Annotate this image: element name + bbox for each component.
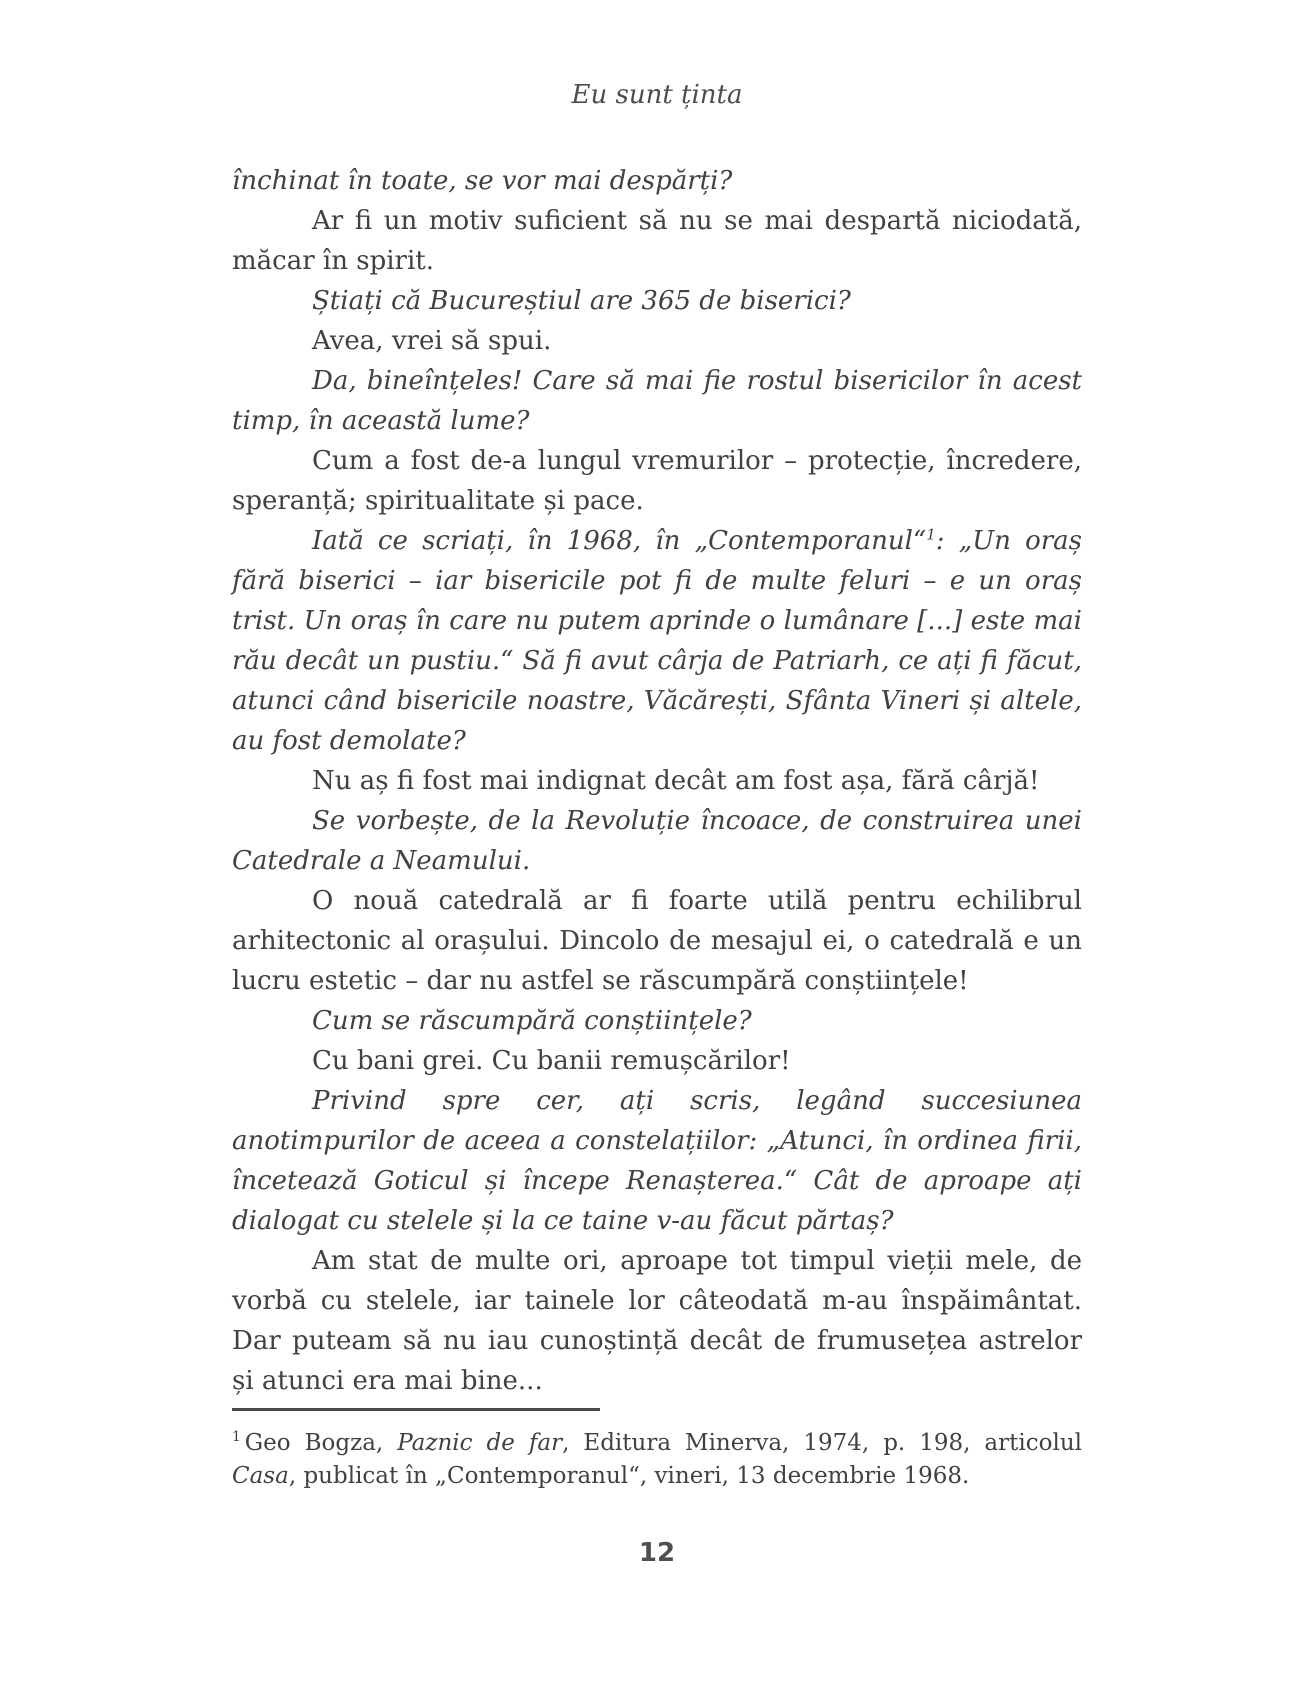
paragraph: Știați că Bucureștiul are 365 de biserici? — [312, 286, 851, 316]
paragraph — [232, 521, 1082, 761]
paragraph: închinat în toate, se vor mai despărți? — [232, 166, 733, 196]
paragraph: Cum a fost de-a lungul vremurilor – protecție, încredere, speranță; spiritualitate și pace. — [232, 446, 1082, 516]
footnote-text: , publicat în „Contemporanul“, vineri, 13 decembrie 1968. — [288, 1463, 970, 1489]
paragraph: Avea, vrei să spui. — [312, 326, 552, 356]
page-body — [232, 161, 1082, 1401]
running-header: Eu sunt ținta — [571, 80, 743, 110]
footnote-text: Geo Bogza, — [244, 1430, 398, 1456]
footnote-marker: 1 — [232, 1429, 241, 1446]
paragraph: Cum se răscumpără conștiințele? — [312, 1006, 752, 1036]
paragraph: O nouă catedrală ar fi foarte utilă pentru echilibrul arhitectonic al orașului. Dincolo de mesajul ei, o catedrală e un lucru estetic – dar nu astfel se răscumpără conștiințele! — [232, 886, 1082, 996]
footnote-rule — [232, 1408, 600, 1411]
paragraph: Ar fi un motiv suficient să nu se mai despartă niciodată, măcar în spirit. — [232, 206, 1082, 276]
footnote-reference: 1 — [926, 525, 936, 544]
paragraph-text: : „Un oraș fără biserici – iar bisericile pot fi de multe feluri – e un oraș trist. Un oraș în care nu putem aprinde o lumânare [...] este mai rău decât un pustiu.“ Să fi avut cârja de Patriarh, ce ați fi făcut, atunci când bisericile noastre, Văcărești, Sfânta Vineri și altele, au fost demolate? — [232, 526, 1082, 756]
footnote-text-italic: Paznic de far — [397, 1430, 563, 1456]
paragraph-text: Iată ce scriați, în 1968, în „Contemporanul“ — [312, 526, 927, 556]
footnote-area — [232, 1408, 1082, 1493]
paragraph: Da, bineînțeles! Care să mai fie rostul bisericilor în acest timp, în această lume? — [232, 366, 1082, 436]
page-number: 12 — [638, 1538, 676, 1568]
footnote — [232, 1427, 1082, 1493]
footnote-text: , Editura Minerva, 1974, p. 198, articolul — [562, 1430, 1082, 1456]
paragraph: Am stat de multe ori, aproape tot timpul vieții mele, de vorbă cu stelele, iar tainele lor câteodată m-au înspăimântat. Dar puteam să nu iau cunoștință decât de frumusețea astrelor și atunci era mai bine... — [232, 1246, 1082, 1396]
paragraph: Se vorbește, de la Revoluție încoace, de construirea unei Catedrale a Neamului. — [232, 806, 1082, 876]
paragraph: Privind spre cer, ați scris, legând succesiunea anotimpurilor de aceea a constelațiilor: „Atunci, în ordinea firii, încetează Goticul și începe Renașterea.“ Cât de aproape ați dialogat cu stelele și la ce taine v-au făcut părtaș? — [232, 1086, 1082, 1236]
footnote-text-italic: Casa — [232, 1463, 289, 1489]
paragraph: Cu bani grei. Cu banii remușcărilor! — [312, 1046, 791, 1076]
paragraph: Nu aș fi fost mai indignat decât am fost așa, fără cârjă! — [312, 766, 1040, 796]
